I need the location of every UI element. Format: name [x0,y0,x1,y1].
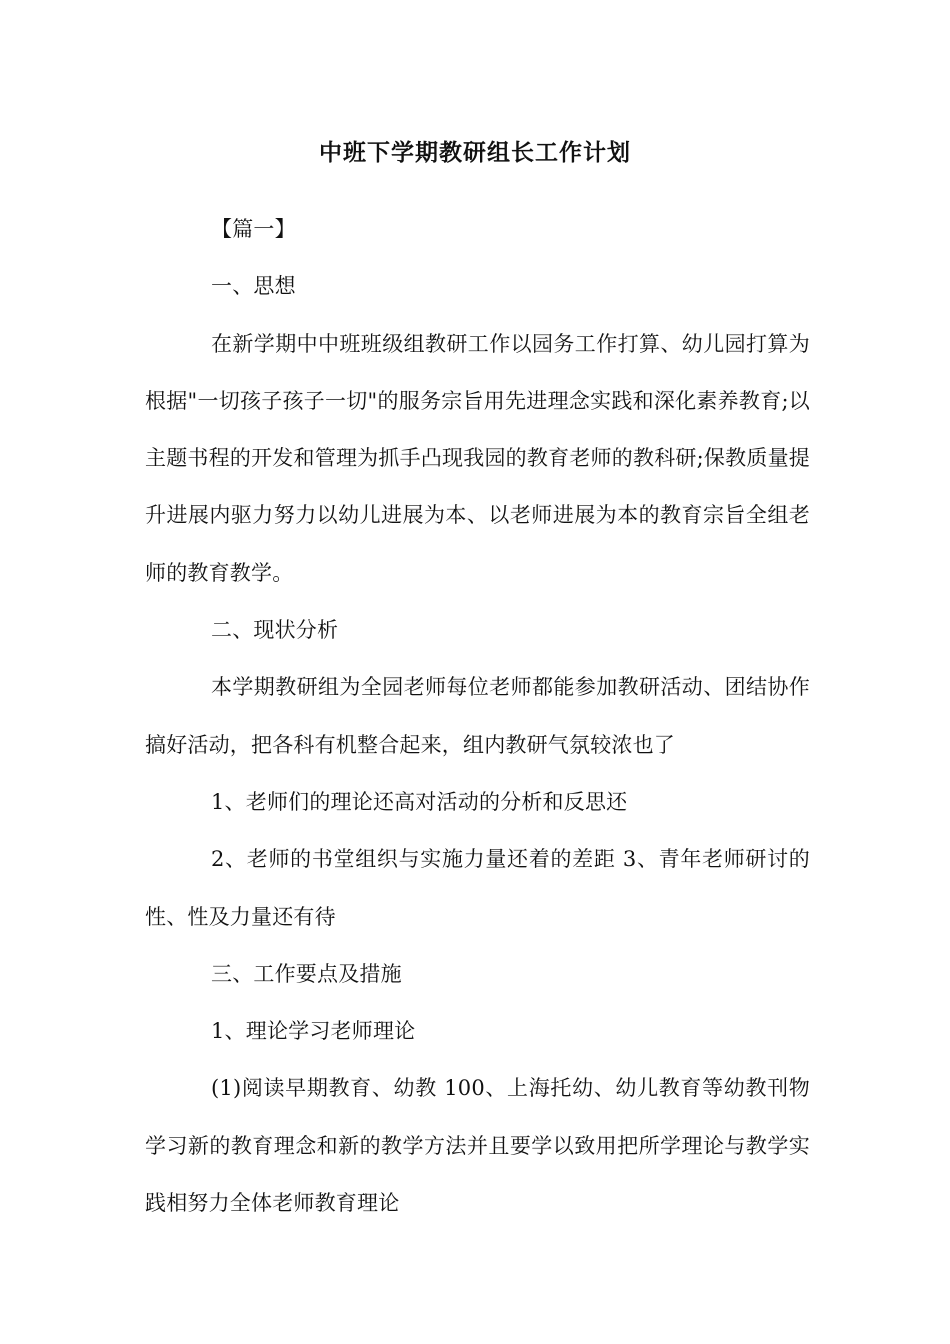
list-item-2: 2、老师的书堂组织与实施力量还着的差距 3、青年老师研讨的性、性及力量还有待 [145,847,810,929]
document-title: 中班下学期教研组长工作计划 [319,139,631,166]
paragraph-reading: (1)阅读早期教育、幼教 100、上海托幼、幼儿教育等幼教刊物学习新的教育理念和新的教学方法并且要学以致用把所学理论与教学实践相努力全体老师教育理论 [145,1076,810,1216]
heading-thought: 一、思想 [211,274,296,299]
paragraph-status-analysis: 本学期教研组为全园老师每位老师都能参加教研活动、团结协作搞好活动，把各科有机整合起来，组内教研气氛较浓也了 [145,675,810,757]
list-item-1: 1、老师们的理论还高对活动的分析和反思还 [211,789,628,814]
paragraph-thought: 在新学期中中班班级组教研工作以园务工作打算、幼儿园打算为根据"一切孩子孩子一切"的服务宗旨用先进理念实践和深化素养教育;以主题书程的开发和管理为抓手凸现我园的教育老师的教科研;保教质量提升进展内驱力努力以幼儿进展为本、以老师进展为本的教育宗旨全组老师的教育教学。 [145,331,810,585]
heading-status-analysis: 二、现状分析 [211,618,339,643]
subheading-theory-study: 1、理论学习老师理论 [211,1019,416,1044]
document-body [145,201,810,1232]
heading-work-points: 三、工作要点及措施 [211,961,402,986]
section-label: 【篇一】 [211,217,296,241]
